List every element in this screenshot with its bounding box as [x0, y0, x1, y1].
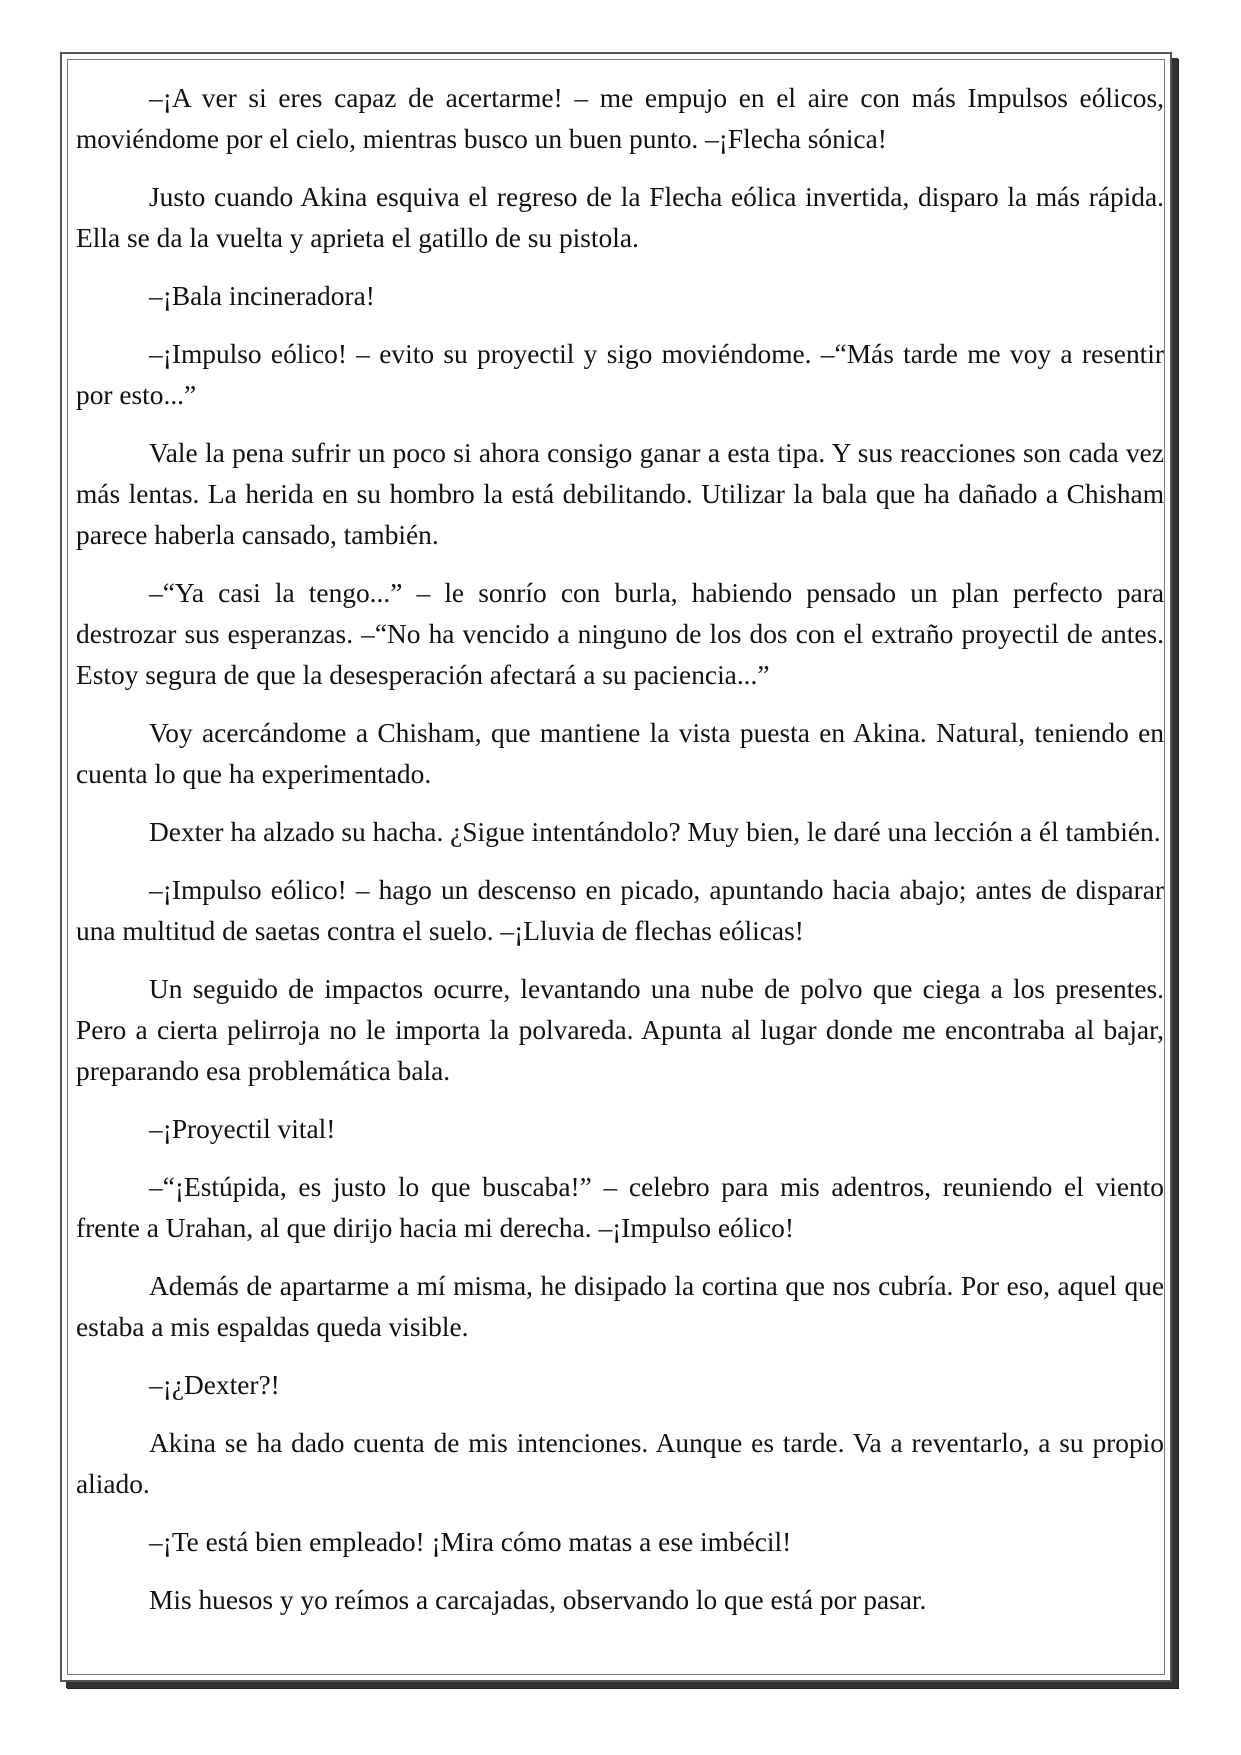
paragraph-13: Además de apartarme a mí misma, he disipado la cortina que nos cubría. Por eso, aquel que estaba a mis espaldas queda visible.	[76, 1271, 1164, 1342]
paragraph-4: –¡Impulso eólico! – evito su proyectil y sigo moviéndome. –“Más tarde me voy a resentir por esto...”	[76, 339, 1164, 410]
paragraph-5: Vale la pena sufrir un poco si ahora consigo ganar a esta tipa. Y sus reacciones son cada vez más lentas. La herida en su hombro la está debilitando. Utilizar la bala que ha dañado a Chisham parece haberla cansado, también.	[76, 438, 1164, 550]
paragraph-10: Un seguido de impactos ocurre, levantando una nube de polvo que ciega a los presentes. Pero a cierta pelirroja no le importa la polvareda. Apunta al lugar donde me encontraba al bajar, preparando esa problemática bala.	[76, 974, 1164, 1086]
paragraph-16: –¡Te está bien empleado! ¡Mira cómo matas a ese imbécil!	[149, 1527, 792, 1557]
paragraph-12: –“¡Estúpida, es justo lo que buscaba!” – celebro para mis adentros, reuniendo el viento frente a Urahan, al que dirijo hacia mi derecha. –¡Impulso eólico!	[76, 1172, 1164, 1243]
paragraph-3: –¡Bala incineradora!	[149, 281, 375, 311]
paragraph-6: –“Ya casi la tengo...” – le sonrío con burla, habiendo pensado un plan perfecto para destrozar sus esperanzas. –“No ha vencido a ninguno de los dos con el extraño proyectil de antes. Estoy segura de que la desesperación afectará a su paciencia...”	[76, 578, 1164, 690]
paragraph-9: –¡Impulso eólico! – hago un descenso en picado, apuntando hacia abajo; antes de disparar una multitud de saetas contra el suelo. –¡Lluvia de flechas eólicas!	[76, 875, 1164, 946]
paragraph-2: Justo cuando Akina esquiva el regreso de la Flecha eólica invertida, disparo la más rápida. Ella se da la vuelta y aprieta el gatillo de su pistola.	[76, 182, 1164, 253]
paragraph-8: Dexter ha alzado su hacha. ¿Sigue intentándolo? Muy bien, le daré una lección a él también.	[149, 817, 1161, 847]
paragraph-7: Voy acercándome a Chisham, que mantiene la vista puesta en Akina. Natural, teniendo en cuenta lo que ha experimentado.	[76, 718, 1164, 789]
document-text-body	[76, 78, 1164, 1638]
paragraph-17: Mis huesos y yo reímos a carcajadas, observando lo que está por pasar.	[149, 1585, 927, 1615]
paragraph-15: Akina se ha dado cuenta de mis intenciones. Aunque es tarde. Va a reventarlo, a su propio aliado.	[76, 1428, 1164, 1499]
paragraph-14: –¡¿Dexter?!	[149, 1370, 280, 1400]
paragraph-1: –¡A ver si eres capaz de acertarme! – me empujo en el aire con más Impulsos eólicos, moviéndome por el cielo, mientras busco un buen punto. –¡Flecha sónica!	[76, 83, 1164, 154]
paragraph-11: –¡Proyectil vital!	[149, 1114, 336, 1144]
